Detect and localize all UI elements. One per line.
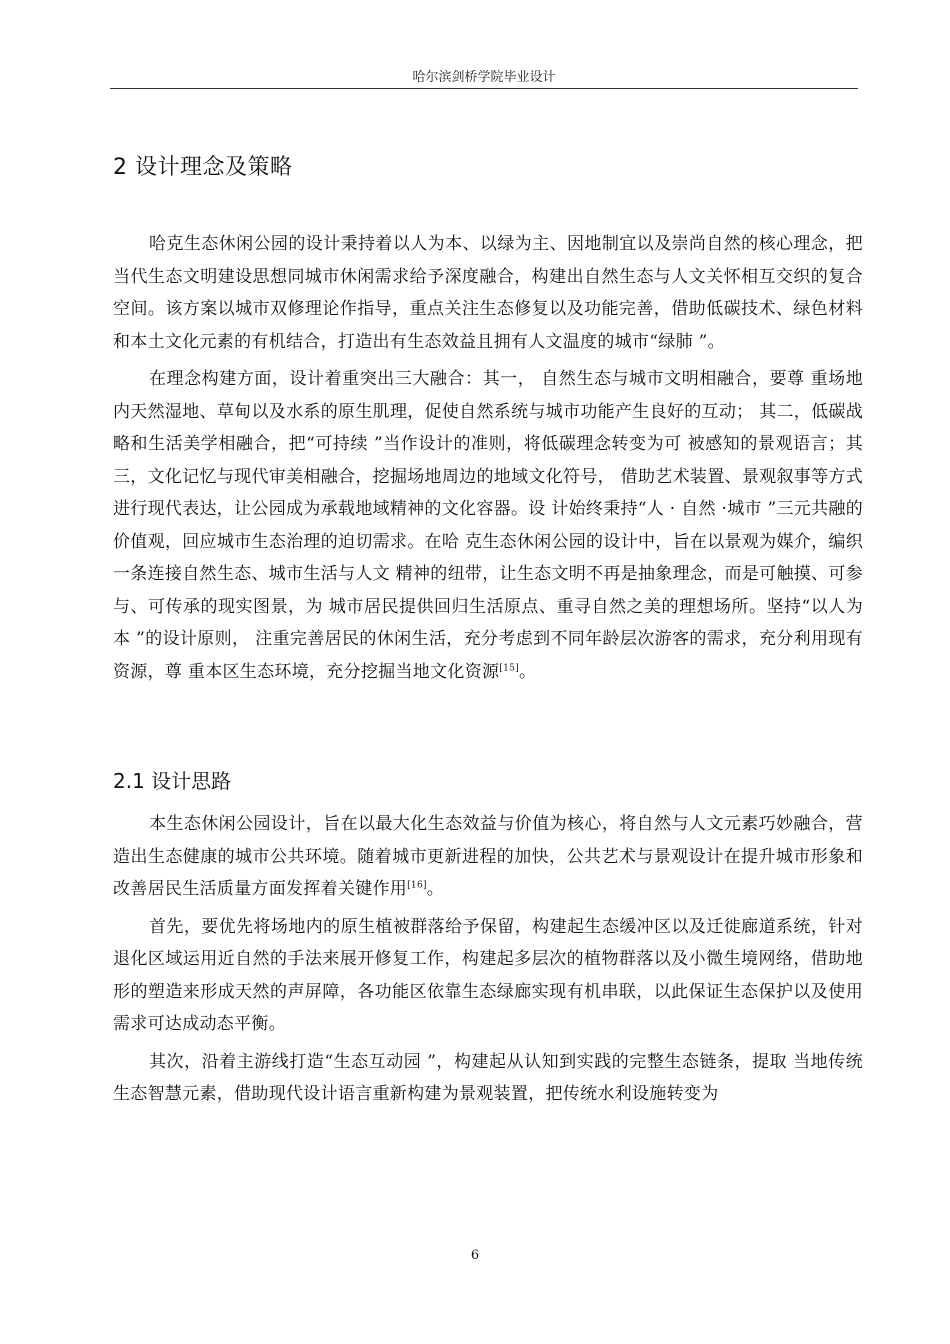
paragraph-second: 其次，沿着主游线打造“生态互动园 ”，构建起从认知到实践的完整生态链条，提取 当地传统生态智慧元素，借助现代设计语言重新构建为景观装置，把传统水利设施转变为 [113, 1051, 863, 1104]
paragraph-end-mark-2: 。 [426, 879, 445, 899]
chapter-title: 2 设计理念及策略 [113, 155, 293, 180]
paragraph-intro: 哈克生态休闲公园的设计秉持着以人为本、以绿为主、因地制宜以及崇尚自然的核心理念，把当代生态文明建设思想同城市休闲需求给予深度融合，构建出自然生态与人文关怀相互交织的复合空间。该方案以城市双修理论作指导，重点关注生态修复以及功能完善，借助低碳技术、绿色材料和本土文化元素的有机结合，打造出有生态效益且拥有人文温度的城市“绿肺 ”。 [113, 234, 863, 352]
page-header: 哈尔滨剑桥学院毕业设计 [412, 70, 556, 85]
paragraph-design-aim [113, 808, 863, 906]
header-rule [110, 88, 858, 89]
paragraph-concept [113, 363, 863, 688]
citation-16: [16] [407, 880, 427, 891]
paragraph-first: 首先，要优先将场地内的原生植被群落给予保留，构建起生态缓冲区以及迁徙廊道系统，针对退化区域运用近自然的手法来展开修复工作，构建起多层次的植物群落以及小微生境网络，借助地形的塑造来形成天然的声屏障，各功能区依靠生态绿廊实现有机串联，以此保证生态保护以及使用需求可达成动态平衡。 [113, 916, 863, 1034]
paragraph-concept-text: 在理念构建方面，设计着重突出三大融合：其一， 自然生态与城市文明相融合，要尊 重场地内天然湿地、草甸以及水系的原生肌理，促使自然系统与城市功能产生良好的互动； 其二，低碳战略和生活美学相融合，把“可持续 ”当作设计的准则，将低碳理念转变为可 被感知的景观语言；其三，文化记忆与现代审美相融合，挖掘场地周边的地域文化符号， 借助艺术装置、景观叙事等方式进行现代表达，让公园成为承载地域精神的文化容器。设 计始终秉持“人 · 自然 ·城市 ”三元共融的价值观，回应城市生态治理的迫切需求。在哈 克生态休闲公园的设计中，旨在以景观为媒介，编织一条连接自然生态、城市生活与人文 精神的纽带，让生态文明不再是抽象理念，而是可触摸、可参与、可传承的现实图景，为 城市居民提供回归生活原点、重寻自然之美的理想场所。坚持“以人为本 ”的设计原则， 注重完善居民的休闲生活，充分考虑到不同年龄层次游客的需求，充分利用现有资源，尊 重本区生态环境，充分挖掘当地文化资源 [113, 369, 863, 682]
page-number: 6 [470, 1248, 480, 1263]
section-body [113, 808, 863, 1111]
citation-15: [15] [499, 662, 519, 673]
paragraph-end-mark: 。 [519, 661, 537, 682]
paragraph-design-aim-text: 本生态休闲公园设计，旨在以最大化生态效益与价值为核心，将自然与人文元素巧妙融合，营造出生态健康的城市公共环境。随着城市更新进程的加快，公共艺术与景观设计在提升城市形象和改善居民生活质量方面发挥着关键作用 [113, 814, 863, 899]
chapter-body [113, 228, 863, 688]
section-title: 2.1 设计思路 [113, 769, 232, 793]
